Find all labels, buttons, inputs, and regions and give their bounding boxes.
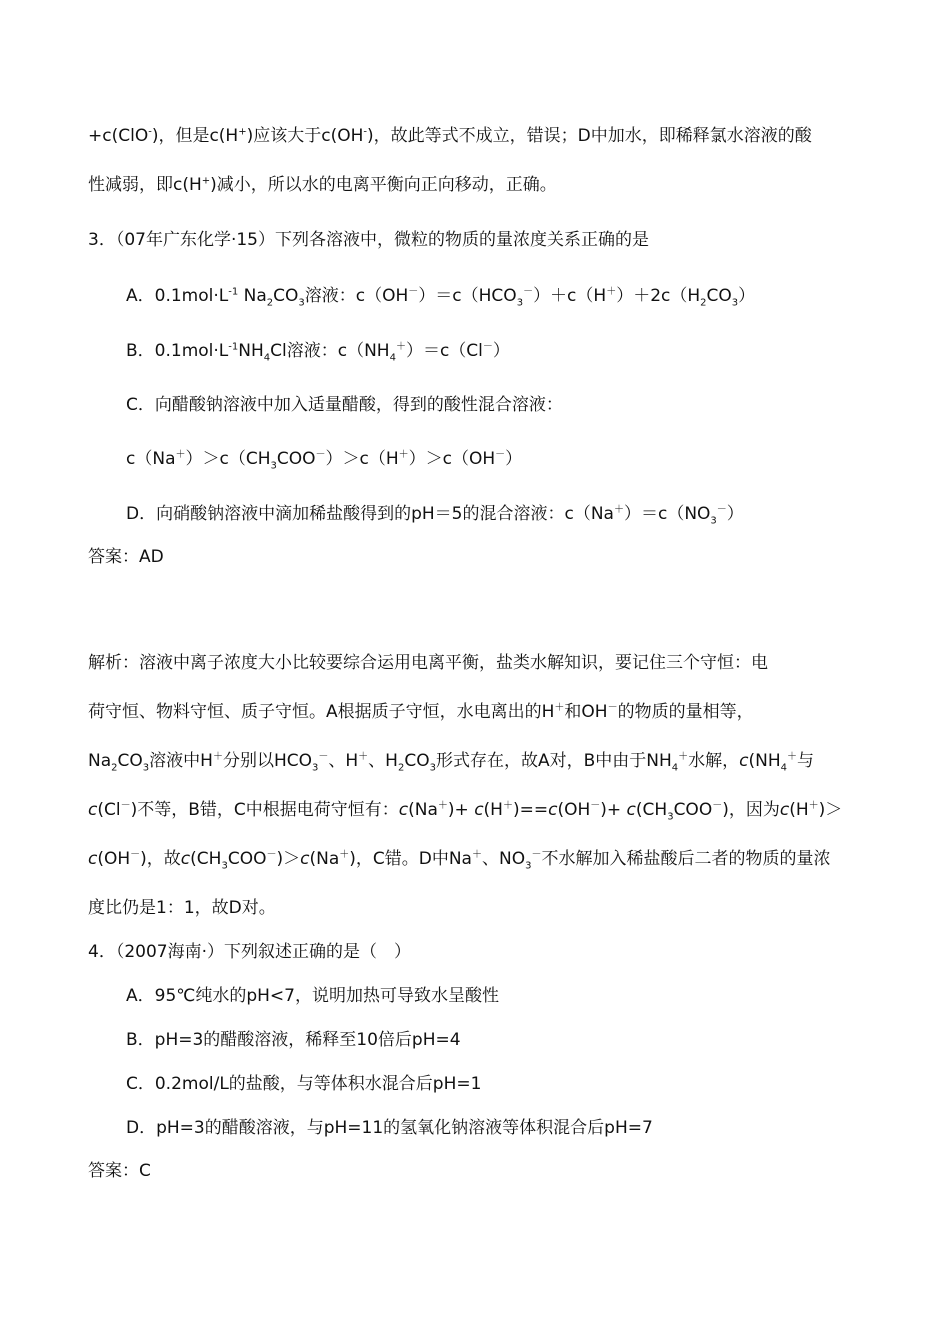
option-b: B．pH=3的醋酸溶液，稀释至10倍后pH=4 — [126, 1030, 461, 1050]
answer-4: 答案：C — [88, 1161, 151, 1181]
option-d: D．向硝酸钠溶液中滴加稀盐酸得到的pH＝5的混合溶液：$c(Na^+)=c(NO_3^-)$ — [126, 504, 744, 527]
answer-3: 答案：AD — [88, 547, 164, 567]
option-b: B．$0.1mol\cdot L^{-1}NH_4Cl$溶液：$c(NH_4^+)=c(Cl^-)$ — [126, 341, 510, 364]
analysis-line: 度比仍是1：1，故D对。 — [88, 898, 276, 918]
option-c: C．向醋酸钠溶液中加入适量醋酸，得到的酸性混合溶液： — [126, 395, 563, 415]
text-line: 性减弱，即c(H+)减小，所以水的电离平衡向正向移动，正确。 — [88, 175, 557, 195]
text-line: +c(ClO-)，但是c(H+)应该大于c(OH-)，故此等式不成立，错误；D中加水，即稀释氯水溶液的酸 — [88, 126, 812, 146]
option-d: D．pH=3的醋酸溶液，与pH=11的氢氧化钠溶液等体积混合后pH=7 — [126, 1118, 653, 1138]
option-c: C．0.2mol/L的盐酸，与等体积水混合后pH=1 — [126, 1074, 482, 1094]
option-a: A．95℃纯水的pH<7，说明加热可导致水呈酸性 — [126, 986, 499, 1006]
question-4-stem: 4．（2007海南·）下列叙述正确的是（ ） — [88, 942, 411, 962]
analysis-line: c(OH－)，故$c(CH_3COO^-)>c(Na^+)$，C错。D中Na＋、$NO_3^-$不水解加入稀盐酸后二者的物质的量浓 — [88, 849, 831, 872]
analysis-line: 荷守恒、物料守恒、质子守恒。A根据质子守恒，水电离出的H＋和OH－的物质的量相等， — [88, 702, 754, 722]
analysis-line: c(Cl－)不等，B错，C中根据电荷守恒有：$c(Na^+)+ c(H^+)==c(OH^-)+ c(CH_3COO^-)$，因为c(H＋)＞ — [88, 800, 843, 823]
option-c-formula: $c(Na^+)>c(CH_3COO^-)>c(H^+)>c(OH^-)$ — [126, 449, 523, 472]
question-3-stem: 3．（07年广东化学·15）下列各溶液中，微粒的物质的量浓度关系正确的是 — [88, 230, 649, 250]
option-a: A．$0.1mol\cdot L^{-1}$ $Na_2CO_3$溶液：$c(OH^-)=c(HCO_3^-)+c(H^+)+2c(H_2CO_3)$ — [126, 286, 756, 309]
analysis-line: $Na_2CO_3$溶液中H＋分别以$HCO_3^-$、H＋、$H_2CO_3$形式存在，故A对，B中由于$NH_4^+$水解，$c(NH_4^+$与 — [88, 751, 815, 774]
analysis-line: 解析：溶液中离子浓度大小比较要综合运用电离平衡，盐类水解知识，要记住三个守恒：电 — [88, 653, 768, 673]
